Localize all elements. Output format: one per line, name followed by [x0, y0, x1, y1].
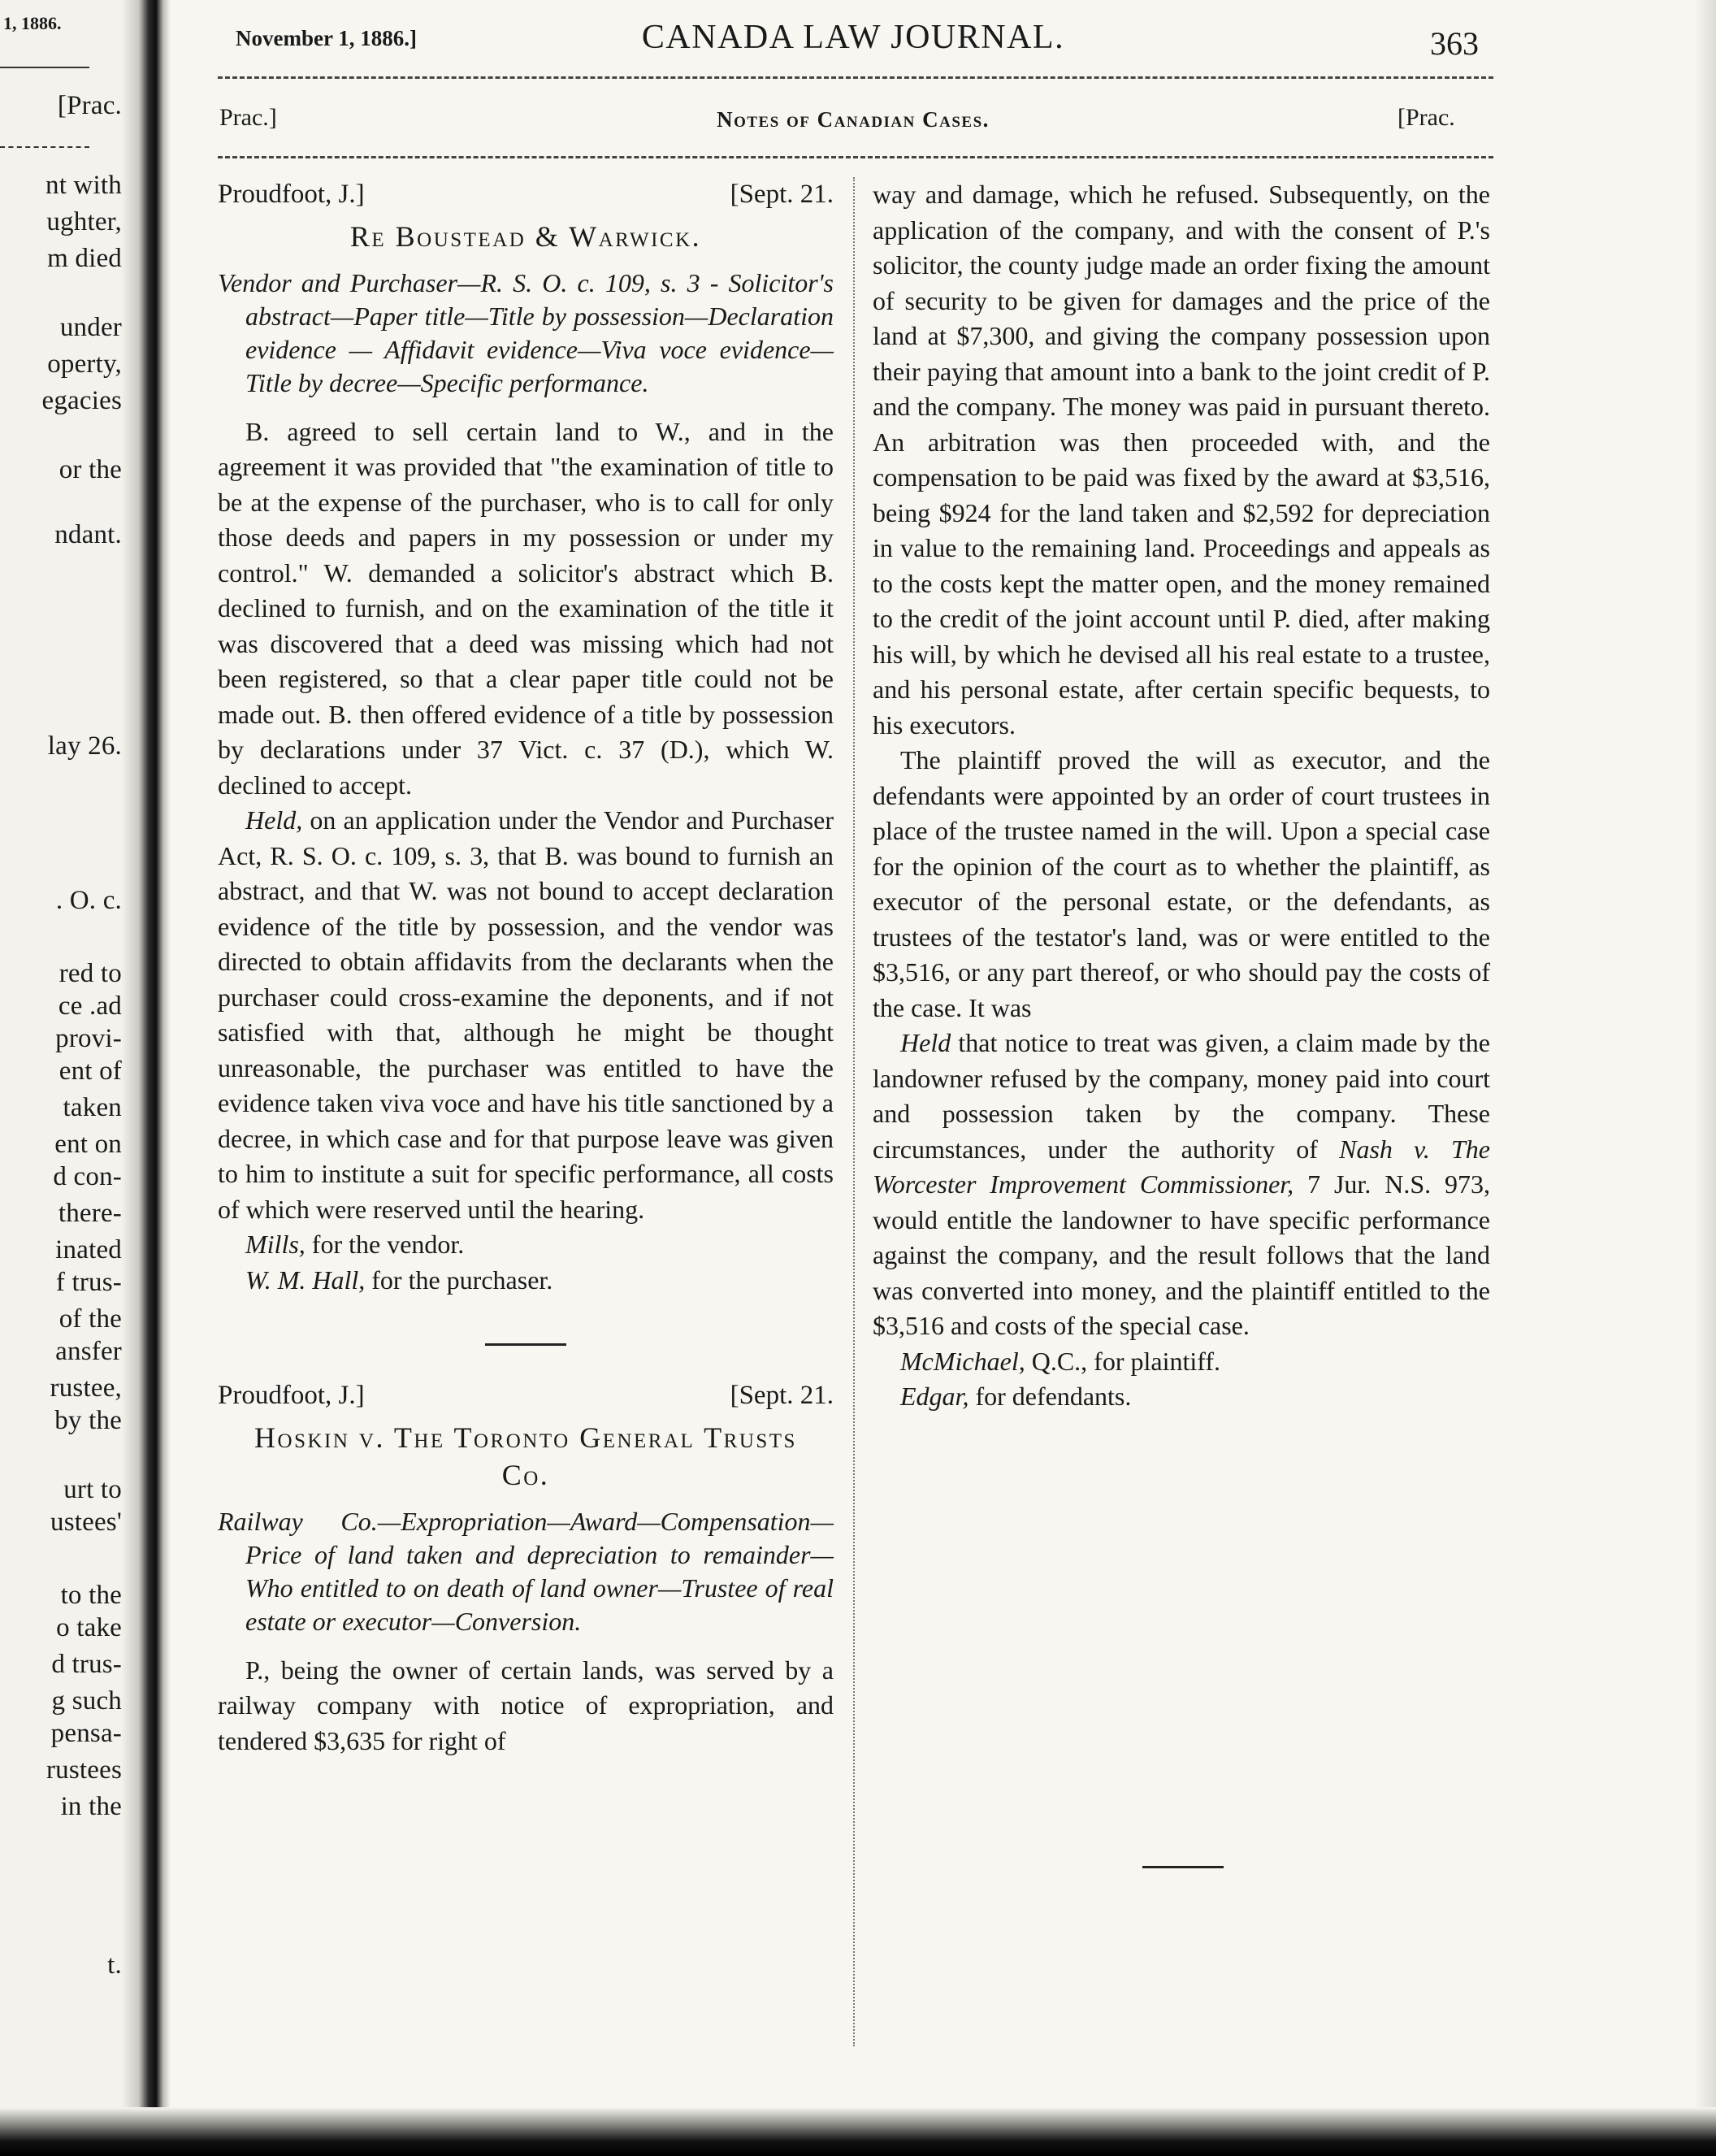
case2-title: Hoskin v. The Toronto General Trusts Co.: [254, 1421, 797, 1491]
case2-facts-1: P., being the owner of certain lands, was served by a railway company with notice of expropriation, and tendered $3,635 for right of: [218, 1655, 834, 1755]
case2-judge: Proudfoot, J.]: [218, 1381, 365, 1410]
previous-page-header: 1, 1886.: [3, 13, 62, 33]
counsel-name: Edgar,: [900, 1382, 969, 1411]
case2-headnote: Railway Co.—Expropriation—Award—Compensation—Price of land taken and depreciation to remainder—Who entitled to on death of land owner—Trustee of real estate or executor—Conversion.: [218, 1506, 834, 1636]
previous-page-fragment: inated: [55, 1235, 122, 1265]
journal-title: CANADA LAW JOURNAL.: [641, 19, 1065, 56]
subheader-rule: [218, 156, 1493, 158]
case1-date: [Sept. 21.: [730, 180, 834, 209]
issue-date: November 1, 1886.]: [236, 26, 417, 50]
book-spine-shadow: [122, 0, 171, 2156]
case2-facts-2: The plaintiff proved the will as executor, and the defendants were appointed by an order of court trustees in place of the trustee named in the will. Upon a special case for the opinion of the court as to whether the plaintiff, as executor of the personal estate, or the defendants, as trustees of the testator's land, was or were entitled to the $3,516, or any part thereof, or who should pay the costs of the case. It was: [873, 745, 1490, 1022]
case1-judge: Proudfoot, J.]: [218, 180, 365, 209]
previous-page-fragment: egacies: [41, 386, 122, 415]
section-title: Notes of Canadian Cases.: [717, 107, 990, 132]
previous-page-fragment: or the: [58, 455, 122, 484]
case1-held: [218, 803, 834, 1227]
case1-title: Re Boustead & Warwick.: [349, 219, 702, 253]
previous-page-fragment: by the: [54, 1406, 122, 1435]
previous-page-fragment: f trus-: [55, 1268, 122, 1297]
column-divider: [853, 177, 855, 2046]
previous-page-fragment: red to: [58, 959, 122, 988]
previous-page-fragment: t.: [107, 1950, 122, 1980]
previous-page-fragment: of the: [58, 1304, 122, 1334]
previous-page-fragment: taken: [63, 1093, 122, 1122]
case2-judge-line: [218, 1378, 834, 1414]
case2-counsel-1: [873, 1344, 1490, 1380]
previous-page-fragment: o take: [56, 1613, 122, 1642]
case2-held-text-b: 7 Jur. N.S. 973, would entitle the landowner to have specific performance against the company, and the result follows that the land was converted into money, and the plaintiff entitled to the $3,516 and costs of the special case.: [873, 1169, 1491, 1340]
case1-counsel-1: [218, 1227, 834, 1263]
previous-page-fragment: ent of: [58, 1056, 122, 1086]
previous-page-fragment: there-: [58, 1199, 122, 1228]
case-separator: [485, 1343, 566, 1346]
counsel-role: Q.C., for plaintiff.: [1025, 1346, 1220, 1376]
counsel-name: W. M. Hall,: [245, 1265, 366, 1295]
previous-page-fragment: m died: [47, 244, 122, 273]
previous-page-fragment: ent on: [54, 1130, 122, 1159]
previous-page-fragment: urt to: [63, 1475, 122, 1504]
counsel-role: for defendants.: [968, 1382, 1132, 1411]
case1-held-text: on an application under the Vendor and Purchaser Act, R. S. O. c. 109, s. 3, that B. was bound to furnish an abstract, and that W. was not bound to accept declaration evidence of the title by possession, and the vendor was directed to obtain affidavits from the declarants when the purchaser could cross-examine the deponents, and if not satisfied with that, although he might be thought unreasonable, the purchaser was entitled to have the evidence taken viva voce and have his title sanctioned by a decree, in which case and for that purpose leave was given to him to institute a suit for specific performance, all costs of which were reserved until the hearing.: [218, 805, 834, 1224]
end-rule: [1142, 1866, 1224, 1868]
previous-page-fragment: d trus-: [51, 1650, 122, 1679]
case2-citation: Nash v. The Worcester Improvement Commissioner,: [873, 1134, 1490, 1199]
previous-page-fragment: lay 26.: [47, 731, 122, 761]
scan-bottom-edge: [0, 2107, 1716, 2156]
left-column: [218, 177, 834, 1759]
section-right: [Prac.: [1398, 104, 1455, 131]
case1-counsel-2: [218, 1263, 834, 1299]
previous-page-rule-2: [0, 146, 89, 148]
previous-page-fragment: ndant.: [54, 520, 122, 549]
previous-page-fragment: pensa-: [50, 1719, 122, 1748]
case2-held-label: Held: [900, 1028, 951, 1057]
previous-page-fragment: under: [59, 313, 122, 342]
case1-judge-line: [218, 177, 834, 213]
case2-counsel-2: [873, 1379, 1490, 1415]
counsel-role: for the purchaser.: [365, 1265, 553, 1295]
previous-page-fragment: ce .ad: [58, 991, 122, 1021]
previous-page-fragment: nt with: [46, 171, 122, 200]
previous-page-fragment: rustees: [46, 1755, 122, 1785]
case2-held: [873, 1026, 1490, 1344]
case2-date: [Sept. 21.: [730, 1381, 834, 1410]
section-left: Prac.]: [219, 104, 277, 131]
previous-page-fragment: to the: [60, 1581, 122, 1610]
right-column: [873, 177, 1490, 1415]
page-edge-shadow: [1695, 0, 1716, 2156]
previous-page-fragment: g such: [51, 1686, 122, 1716]
previous-page-fragment: rustee,: [50, 1373, 122, 1403]
previous-page-fragment: operty,: [47, 349, 122, 379]
previous-page-fragment: in the: [60, 1792, 122, 1821]
previous-page-rule: [0, 67, 89, 68]
case1-facts: B. agreed to sell certain land to W., and in the agreement it was provided that "the examination of title to be at the expense of the purchaser, who is to call for only those deeds and papers in my possession or under my control." W. demanded a solicitor's abstract which B. declined to furnish, and on the examination of the title it was discovered that a deed was missing which had not been registered, so that a clear paper title could not be made out. B. then offered evidence of a title by possession by declarations under 37 Vict. c. 37 (D.), which W. declined to accept.: [218, 416, 834, 800]
counsel-role: for the vendor.: [305, 1230, 465, 1259]
case1-held-label: Held,: [245, 805, 303, 835]
previous-page-prac: [Prac.: [57, 91, 122, 120]
previous-page-fragment: provi-: [55, 1024, 122, 1053]
header-rule: [218, 76, 1493, 79]
previous-page-fragment: ansfer: [55, 1337, 122, 1366]
case1-headnote: Vendor and Purchaser—R. S. O. c. 109, s. 3 - Solicitor's abstract—Paper title—Title by possession—Declaration evidence — Affidavit evidence—Viva voce evidence—Title by decree—Specific performance.: [218, 267, 834, 397]
case2-facts-continued: way and damage, which he refused. Subsequently, on the application of the company, and with the consent of P.'s solicitor, the county judge made an order fixing the amount of security to be given for damages and the price of the land at $7,300, and giving the company possession upon their paying that amount into a bank to the joint credit of P. and the company. The money was paid in pursuant thereto. An arbitration was then proceeded with, and the compensation to be paid was fixed by the award at $3,516, being $924 for the land taken and $2,592 for depreciation in value to the remaining land. Proceedings and appeals as to the costs kept the matter open, and the money remained to the credit of the joint account until P. died, after making his will, by which he devised all his real estate to a trustee, and his personal estate, after certain specific bequests, to his executors.: [873, 180, 1490, 740]
previous-page-fragment: ustees': [50, 1507, 122, 1537]
previous-page-fragment: . O. c.: [55, 886, 122, 915]
page-number: 363: [1430, 25, 1479, 62]
previous-page-fragment: ughter,: [46, 207, 122, 236]
counsel-name: Mills,: [245, 1230, 306, 1259]
previous-page-fragment: d con-: [53, 1162, 122, 1191]
case2-held-text-a: that notice to treat was given, a claim made by the landowner refused by the company, money paid into court and possession taken by the company. These circumstances, under the authority of: [873, 1028, 1490, 1164]
counsel-name: McMichael,: [900, 1346, 1025, 1376]
